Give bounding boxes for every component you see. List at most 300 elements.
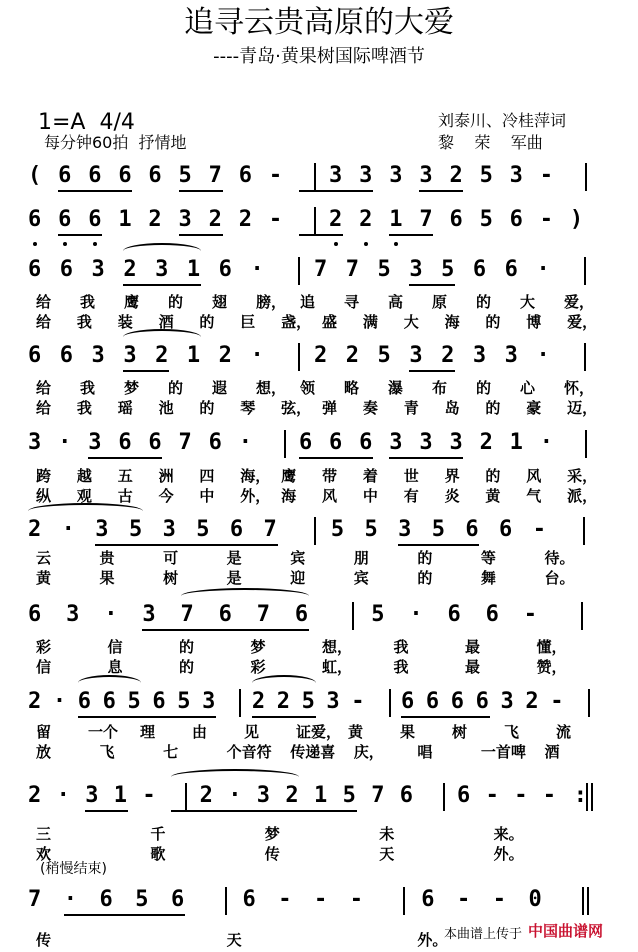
lyric-line: [0, 636, 638, 654]
tempo-marking: 每分钟60拍 抒情地: [44, 133, 187, 152]
lyric-word: 大: [403, 313, 419, 331]
lyric-word: 满: [362, 313, 378, 331]
lyric-word: 想，: [256, 379, 287, 397]
lyric-line: [0, 485, 638, 503]
score-note: 6: [218, 257, 232, 282]
score-note: 5: [441, 257, 455, 282]
score-note: ·: [250, 257, 264, 282]
score-note: 3: [202, 689, 216, 714]
lyric-word: 梦: [250, 638, 266, 656]
lyric-word: 台。: [544, 569, 575, 587]
lyric-word: 等: [480, 549, 496, 567]
lyric-word: 的: [179, 658, 195, 676]
lyric-word: 鹰: [124, 293, 140, 311]
lyric-line: [0, 311, 638, 329]
lyric-word: 的: [476, 379, 492, 397]
lyric-word: 彩: [250, 658, 266, 676]
lyric-word: 传: [264, 845, 280, 863]
lyric-word: 弦，: [281, 399, 312, 417]
lyric-word: 留: [36, 723, 52, 741]
beam-underline: [142, 629, 309, 631]
score-note: ): [569, 207, 584, 232]
lyric-word: 界: [444, 467, 460, 485]
score-line: [0, 430, 638, 456]
score-note: 3: [359, 163, 373, 188]
score-note: 3: [66, 602, 80, 627]
beam-underline: [123, 370, 169, 372]
lyric-word: 飞: [504, 723, 520, 741]
beam-underline: [401, 716, 490, 718]
score-note: 2: [199, 783, 213, 808]
lyric-word: 给: [36, 313, 52, 331]
bar-line: [314, 517, 316, 545]
song-title: 追寻云贵高原的大爱: [184, 5, 454, 40]
score-note: ·: [104, 602, 118, 627]
score-note: 2: [123, 257, 137, 282]
score-note: 6: [457, 783, 471, 808]
lyric-word: 风: [526, 467, 542, 485]
score-note: 2: [218, 343, 232, 368]
bar-line: [582, 887, 584, 915]
score-note: 6: [152, 689, 166, 714]
lyric-word: 树: [163, 569, 179, 587]
lyric-word: 风: [322, 487, 338, 505]
lyric-word: 池: [158, 399, 174, 417]
score-note: 6: [59, 257, 74, 282]
score-line: [0, 689, 638, 715]
lyric-word: 歌: [150, 845, 166, 863]
score-note: 6: [298, 430, 313, 455]
lyric-word: 天: [379, 845, 395, 863]
lyric-word: 证爱，: [296, 723, 342, 741]
score-note: 6: [472, 257, 487, 282]
score-note: ·: [228, 783, 242, 808]
lyric-word: 的: [168, 293, 184, 311]
lyric-word: 纵: [36, 487, 52, 505]
score-note: 0: [528, 887, 542, 912]
bar-line: [585, 430, 587, 458]
slur-mark: [171, 769, 299, 785]
lyric-word: 庆，: [353, 743, 384, 761]
lyric-line: [0, 656, 638, 674]
score-note: 6: [88, 207, 102, 232]
lyric-word: 个音符: [226, 743, 272, 761]
score-note: 1: [314, 783, 328, 808]
score-note: ·: [58, 430, 72, 455]
lyric-word: 我: [393, 638, 409, 656]
lyric-word: 炎: [444, 487, 460, 505]
score-note: 6: [421, 887, 435, 912]
lyric-word: 越: [76, 467, 92, 485]
score-note: 2: [28, 783, 42, 808]
lyric-word: 的: [199, 313, 215, 331]
lyric-word: 寻: [344, 293, 360, 311]
score-note: 6: [294, 602, 309, 627]
score-note: 2: [276, 689, 290, 714]
score-note: 3: [472, 343, 487, 368]
lyric-line: [0, 741, 638, 759]
lyric-word: 黄: [485, 487, 501, 505]
lyric-word: 的: [179, 638, 195, 656]
lyric-word: 是: [226, 549, 242, 567]
lyric-word: 带: [322, 467, 338, 485]
score-note: 3: [155, 257, 169, 282]
score-note: -: [268, 207, 283, 232]
score-note: 6: [229, 517, 244, 542]
score-line: [0, 207, 638, 233]
lyric-line: [0, 377, 638, 395]
bar-line: [581, 602, 583, 630]
lyric-word: 的: [476, 293, 492, 311]
score-note: -: [539, 163, 554, 188]
score-note: 6: [28, 257, 42, 282]
score-note: 3: [504, 343, 518, 368]
lyric-word: 我: [80, 293, 96, 311]
score-note: 6: [485, 602, 499, 627]
score-note: 2: [449, 163, 463, 188]
score-note: 5: [127, 689, 141, 714]
score-note: 6: [499, 517, 513, 542]
beam-underline: [389, 234, 433, 236]
score-note: 6: [242, 887, 256, 912]
ending-note: (稍慢结束): [40, 861, 107, 877]
score-note: 5: [177, 689, 191, 714]
score-note: ·: [238, 430, 252, 455]
lyric-word: 外，: [240, 487, 271, 505]
score-note: 2: [441, 343, 455, 368]
score-note: 6: [218, 602, 232, 627]
lyric-word: 的: [168, 379, 184, 397]
score-note: 1: [509, 430, 523, 455]
score-note: -: [542, 783, 557, 808]
lyric-line: [0, 465, 638, 483]
score-note: 2: [359, 207, 373, 232]
beam-underline: [78, 716, 216, 718]
octave-dot: [93, 242, 97, 246]
score-note: 3: [85, 783, 99, 808]
beam-underline: [85, 810, 128, 812]
lyric-word: 宾: [353, 569, 369, 587]
lyric-word: 装: [117, 313, 133, 331]
lyric-word: 我: [393, 658, 409, 676]
score-note: -: [278, 887, 292, 912]
lyric-word: 岛: [444, 399, 460, 417]
score-note: -: [514, 783, 528, 808]
lyric-word: 追: [300, 293, 316, 311]
lyric-line: [0, 291, 638, 309]
lyric-word: 懂，: [536, 638, 567, 656]
score-note: 3: [162, 517, 176, 542]
lyric-word: 爱，: [567, 313, 598, 331]
score-note: 1: [186, 343, 201, 368]
lyric-word: 的: [417, 569, 433, 587]
lyric-word: 由: [192, 723, 208, 741]
lyric-word: 遐: [212, 379, 228, 397]
lyric-word: 彩: [36, 638, 52, 656]
score-note: 5: [178, 163, 192, 188]
lyric-word: 的: [417, 549, 433, 567]
beam-underline: [252, 716, 316, 718]
bar-line: [588, 689, 590, 717]
lyric-line: [0, 397, 638, 415]
lyric-word: 奏: [362, 399, 378, 417]
score-note: 2: [345, 343, 360, 368]
octave-dot: [394, 242, 398, 246]
lyric-word: 虹，: [322, 658, 353, 676]
score-note: 7: [178, 430, 192, 455]
lyric-word: 酒: [158, 313, 174, 331]
octave-dot: [33, 242, 37, 246]
score-note: 6: [447, 602, 461, 627]
lyric-word: 一首啤: [480, 743, 526, 761]
lyric-word: 息: [107, 658, 123, 676]
lyric-word: 豪: [526, 399, 542, 417]
score-note: 5: [342, 783, 356, 808]
score-note: 3: [88, 430, 102, 455]
score-note: 3: [329, 163, 343, 188]
score-note: 6: [399, 783, 414, 808]
beam-underline: [64, 914, 185, 916]
score-note: 2: [525, 689, 539, 714]
score-note: 3: [389, 430, 403, 455]
beam-underline: [95, 544, 277, 546]
beam-underline: [58, 234, 102, 236]
score-note: 3: [398, 517, 412, 542]
site-logo: 中国曲谱网: [528, 922, 604, 940]
lyric-word: 是: [226, 569, 242, 587]
lyric-word: 来。: [493, 825, 524, 843]
lyric-word: 唱: [417, 743, 433, 761]
lyric-word: 可: [163, 549, 179, 567]
score-note: -: [314, 887, 328, 912]
lyric-word: 盏，: [281, 313, 312, 331]
lyric-word: 欢: [36, 845, 52, 863]
lyric-word: 心: [520, 379, 536, 397]
score-note: ·: [56, 783, 70, 808]
score-note: -: [351, 689, 365, 714]
score-note: 7: [314, 257, 328, 282]
score-note: 3: [142, 602, 156, 627]
lyric-word: 五: [117, 467, 133, 485]
score-note: 6: [118, 430, 132, 455]
lyric-word: 天: [226, 931, 242, 949]
lyric-word: 梦: [264, 825, 280, 843]
score-note: 6: [77, 689, 91, 714]
score-note: 7: [263, 517, 277, 542]
key-meter: 1=A 4/4: [38, 110, 135, 135]
lyric-word: 海: [444, 313, 460, 331]
beam-underline: [171, 810, 357, 812]
lyric-word: 酒: [544, 743, 560, 761]
score-note: 2: [251, 689, 266, 714]
lyric-word: 原: [432, 293, 448, 311]
score-note: 5: [135, 887, 149, 912]
score-note: 2: [148, 207, 162, 232]
lyricist-credit: 刘泰川、冷桂萍词: [438, 111, 567, 130]
score-line: [0, 517, 638, 543]
beam-underline: [299, 190, 373, 192]
score-note: ·: [409, 602, 423, 627]
score-note: 6: [449, 207, 463, 232]
bar-line: [314, 207, 316, 235]
bar-line: [389, 689, 391, 717]
score-note: 2: [28, 517, 42, 542]
score-note: ·: [536, 343, 550, 368]
beam-underline: [123, 284, 201, 286]
score-line: [0, 163, 638, 189]
score-note: -: [539, 207, 554, 232]
score-note: 6: [509, 207, 523, 232]
footer-text: 本曲谱上传于: [444, 927, 523, 942]
lyric-word: 果: [99, 569, 115, 587]
score-note: 7: [345, 257, 360, 282]
score-note: 6: [148, 430, 162, 455]
score-note: -: [550, 689, 564, 714]
score-line: [0, 783, 638, 809]
lyric-word: 放: [36, 743, 52, 761]
lyric-word: 盛: [322, 313, 338, 331]
score-note: 6: [208, 430, 222, 455]
score-note: 5: [377, 257, 391, 282]
beam-underline: [179, 190, 223, 192]
score-note: 5: [371, 602, 385, 627]
score-note: ·: [52, 689, 67, 714]
bar-line: [298, 343, 300, 371]
score-note: 2: [479, 430, 493, 455]
lyric-word: 传: [36, 931, 52, 949]
repeat-sign: :: [573, 783, 587, 808]
score-note: ·: [63, 887, 77, 912]
lyric-word: 中: [362, 487, 378, 505]
lyric-word: 给: [36, 379, 52, 397]
bar-line: [443, 783, 445, 811]
song-subtitle: ----青岛·黄果树国际啤酒节: [213, 46, 425, 67]
bar-line: [185, 783, 187, 811]
score-note: 2: [155, 343, 169, 368]
lyric-word: 略: [344, 379, 360, 397]
lyric-word: 贵: [99, 549, 115, 567]
bar-line: [585, 163, 587, 191]
score-note: 6: [58, 163, 72, 188]
lyric-word: 瀑: [388, 379, 404, 397]
lyric-word: 信: [107, 638, 123, 656]
lyric-word: 外。: [493, 845, 524, 863]
score-note: 6: [102, 689, 116, 714]
score-note: 3: [256, 783, 271, 808]
score-note: 6: [59, 343, 74, 368]
lyric-word: 采，: [567, 467, 598, 485]
score-note: 2: [329, 207, 343, 232]
score-note: 3: [409, 257, 423, 282]
score-note: 5: [196, 517, 210, 542]
octave-dot: [334, 242, 338, 246]
lyric-word: 黄: [36, 569, 52, 587]
score-note: -: [142, 783, 156, 808]
lyric-word: 宾: [290, 549, 306, 567]
lyric-word: 洲: [158, 467, 174, 485]
score-note: 6: [475, 689, 489, 714]
lyric-word: 想，: [322, 638, 353, 656]
lyric-word: 我: [80, 379, 96, 397]
lyric-word: 中: [199, 487, 215, 505]
score-note: 1: [186, 257, 201, 282]
score-note: 2: [285, 783, 299, 808]
lyric-word: 翅: [212, 293, 228, 311]
score-line: [0, 887, 638, 913]
lyric-word: 古: [117, 487, 133, 505]
score-note: 3: [409, 343, 423, 368]
lyric-word: 最: [465, 638, 481, 656]
lyric-word: 见: [244, 723, 260, 741]
lyric-word: 爱，: [564, 293, 595, 311]
score-note: 6: [99, 887, 113, 912]
score-note: 3: [419, 163, 433, 188]
score-note: 7: [28, 887, 42, 912]
lyric-word: 云: [36, 549, 52, 567]
lyric-word: 四: [199, 467, 215, 485]
lyric-word: 的: [485, 399, 501, 417]
beam-underline: [179, 234, 223, 236]
score-note: 6: [465, 517, 479, 542]
beam-underline: [88, 457, 162, 459]
score-note: 5: [431, 517, 445, 542]
score-note: ·: [536, 257, 550, 282]
lyric-word: 流: [556, 723, 572, 741]
score-note: -: [268, 163, 283, 188]
score-note: 3: [123, 343, 137, 368]
score-note: 5: [479, 163, 493, 188]
beam-underline: [398, 544, 479, 546]
score-note: 6: [359, 430, 373, 455]
score-note: 5: [479, 207, 493, 232]
score-note: 3: [509, 163, 523, 188]
score-line: [0, 257, 638, 283]
score-note: -: [457, 887, 471, 912]
score-note: 2: [208, 207, 222, 232]
lyric-word: 高: [388, 293, 404, 311]
lyric-word: 布: [432, 379, 448, 397]
lyric-word: 树: [452, 723, 468, 741]
beam-underline: [299, 234, 343, 236]
lyric-word: 一个: [88, 723, 119, 741]
lyric-word: 千: [150, 825, 166, 843]
lyric-word: 领: [300, 379, 316, 397]
lyric-line: [0, 843, 638, 861]
lyric-word: 气: [526, 487, 542, 505]
score-line: [0, 602, 638, 628]
beam-underline: [299, 457, 373, 459]
lyric-word: 跨: [36, 467, 52, 485]
bar-line: [298, 257, 300, 285]
score-note: ·: [250, 343, 264, 368]
score-note: 5: [301, 689, 315, 714]
score-note: 3: [419, 430, 433, 455]
beam-underline: [419, 190, 463, 192]
lyric-word: 给: [36, 293, 52, 311]
composer-credit: 黎 荣 军曲: [438, 133, 543, 152]
score-note: -: [523, 602, 537, 627]
lyric-word: 信: [36, 658, 52, 676]
lyric-word: 黄: [348, 723, 364, 741]
lyric-word: 我: [76, 313, 92, 331]
score-note: -: [532, 517, 546, 542]
score-note: 1: [113, 783, 128, 808]
bar-line: [584, 343, 586, 371]
score-note: 6: [88, 163, 102, 188]
score-note: -: [485, 783, 499, 808]
score-note: 3: [95, 517, 109, 542]
lyric-word: 博: [526, 313, 542, 331]
